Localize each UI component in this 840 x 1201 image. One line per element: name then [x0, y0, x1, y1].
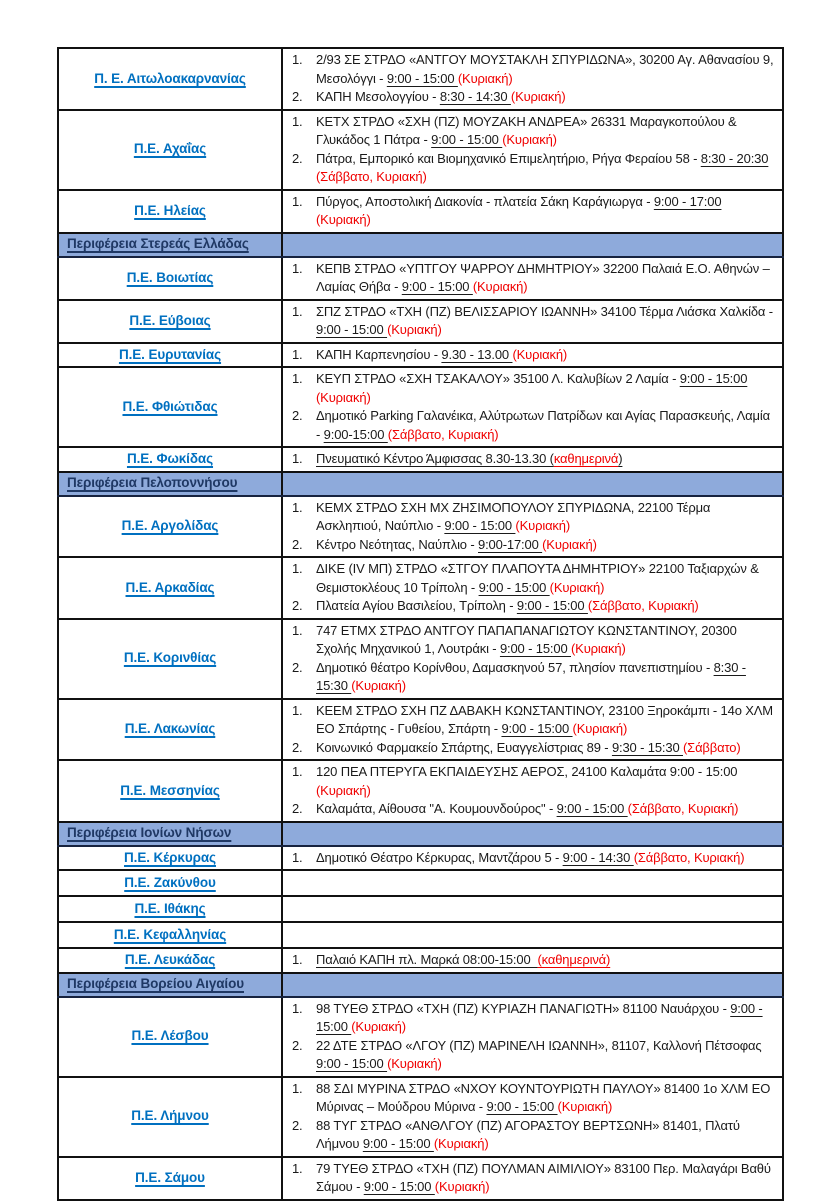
region-cell — [58, 48, 282, 110]
region-link[interactable]: Π.Ε. Κεφαλληνίας — [113, 926, 227, 942]
list-item — [283, 407, 779, 444]
list-item-number: 1. — [292, 193, 303, 209]
list-item — [283, 51, 779, 88]
region-link[interactable]: Π.Ε. Μεσσηνίας — [120, 782, 220, 798]
list-item-number: 1. — [292, 1000, 303, 1016]
hours-text: 9:00 - 15:00 — [386, 70, 458, 86]
section-header-row — [58, 973, 783, 997]
region-cell — [58, 257, 282, 300]
region-link[interactable]: Π.Ε. Ευρυτανίας — [118, 346, 222, 362]
hours-text: 9:00 - 15:00 — [362, 1136, 434, 1151]
section-header-cell — [58, 973, 282, 997]
region-cell — [58, 447, 282, 472]
list-item — [283, 1117, 779, 1154]
list-item — [283, 659, 779, 696]
region-link[interactable]: Π.Ε. Κορινθίας — [123, 650, 217, 666]
items-cell — [282, 1157, 783, 1200]
hours-text: 9:00 - 15:00 — [486, 1099, 558, 1114]
list-item-number: 1. — [292, 561, 303, 576]
region-link[interactable]: Π.Ε. Σάμου — [135, 1169, 205, 1185]
list-item — [283, 370, 779, 407]
hours-text: 9:00-15:00 — [323, 426, 388, 442]
location-text: 88 ΤΥΓ ΣΤΡΔΟ «ΑΝΘΛΓΟΥ (ΠΖ) ΑΓΟΡΑΣΤΟΥ ΒΕΡΤΣΩΝΗ» 81401, Πλατύ Λήμνου — [316, 1117, 740, 1151]
day-note-text: (καθημερινά) — [537, 952, 611, 967]
region-cell — [58, 110, 282, 190]
list-item — [283, 303, 779, 340]
day-note-text: (Κυριακή) — [387, 322, 442, 337]
day-note-text: (Σάββατο, Κυριακή) — [387, 426, 499, 442]
region-cell — [58, 300, 282, 343]
location-text: 98 ΤΥΕΘ ΣΤΡΔΟ «ΤΧΗ (ΠΖ) ΚΥΡΙΑΖΗ ΠΑΝΑΓΙΩΤΗ» 81100 Ναυάρχου - — [316, 1000, 731, 1016]
region-cell — [58, 870, 282, 896]
hours-text: ) — [618, 451, 623, 466]
day-note-text: (Κυριακή) — [512, 346, 568, 362]
location-text: 747 ΕΤΜΧ ΣΤΡΔΟ ΑΝΤΓΟΥ ΠΑΠΑΠΑΝΑΓΙΩΤΟΥ ΚΩΝΣΤΑΝΤΙΝΟΥ, 20300 Σχολής Μηχανικού 1, Λουτράκι - — [316, 622, 737, 656]
list-item — [283, 739, 779, 758]
location-text: ΚΕΜΧ ΣΤΡΔΟ ΣΧΗ ΜΧ ΖΗΣΙΜΟΠΟΥΛΟΥ ΣΠΥΡΙΔΩΝΑ, 22100 Τέρμα Ασκληπιού, Ναύπλιο - — [316, 499, 711, 533]
location-text: ΔΙΚΕ (ΙV ΜΠ) ΣΤΡΔΟ «ΣΤΓΟΥ ΠΛΑΠΟΥΤΑ ΔΗΜΗΤΡΙΟΥ» 22100 Ταξιαρχών & Θεμιστοκλέους 10 Τρίπολη - — [316, 561, 759, 595]
list-item-text — [316, 560, 779, 597]
hours-text: 9:00 - 15:00 — [478, 579, 550, 595]
items-cell-empty — [282, 870, 783, 896]
items-cell — [282, 557, 783, 619]
table-row — [58, 257, 783, 300]
location-text: Δημοτικό Parking Γαλανέικα, Αλύτρωτων Πατρίδων και Αγίας Παρασκευής, Λαμία - — [316, 408, 770, 442]
day-note-text: (Κυριακή) — [502, 132, 557, 147]
region-link[interactable]: Π.Ε. Λέσβου — [131, 1028, 209, 1044]
day-note-text: (Κυριακή) — [549, 579, 605, 595]
list-item-text — [316, 193, 779, 230]
list-item-number: 2. — [292, 739, 303, 755]
section-header-cell — [58, 233, 282, 257]
section-header-cell-right — [282, 822, 783, 846]
region-cell — [58, 496, 282, 558]
section-header-label: Περιφέρεια Ιονίων Νήσων — [67, 825, 232, 841]
day-note-text: (Κυριακή) — [433, 1136, 489, 1151]
location-text: Δημοτικό Θέατρο Κέρκυρας, Μαντζάρου 5 - — [316, 849, 563, 865]
hours-text: 8:30 - 15:30 — [316, 659, 746, 693]
items-cell-empty — [282, 896, 783, 922]
list-item-number: 1. — [292, 52, 303, 67]
day-note-text: (Κυριακή) — [434, 1179, 490, 1194]
list-item-text — [316, 951, 779, 970]
list-item — [283, 260, 779, 297]
list-item — [283, 597, 779, 616]
table-row — [58, 300, 783, 343]
list-item-text — [316, 800, 779, 819]
list-item-text — [316, 1117, 779, 1154]
location-text: Πάτρα, Εμπορικό και Βιομηχανικό Επιμελητήριο, Ρήγα Φεραίου 58 - — [316, 150, 701, 166]
region-cell — [58, 619, 282, 699]
list-item-text — [316, 536, 779, 555]
table-row — [58, 619, 783, 699]
location-text: ΚΕΕΜ ΣΤΡΔΟ ΣΧΗ ΠΖ ΔΑΒΑΚΗ ΚΩΝΣΤΑΝΤΙΝΟΥ, 23100 Ξηροκάμπι - 14ο ΧΛΜ ΕΟ Σπάρτης - Γυθείου, Σπάρτη - — [316, 702, 773, 736]
list-item-number: 2. — [292, 659, 303, 675]
hours-text: 9:00 - 15:00 — [401, 279, 473, 294]
items-cell — [282, 343, 783, 368]
list-item-number: 2. — [292, 598, 303, 613]
region-link[interactable]: Π.Ε. Αργολίδας — [121, 518, 219, 533]
hours-text: 9:00 - 15:00 — [431, 132, 503, 147]
region-cell — [58, 699, 282, 761]
list-item-number: 2. — [292, 89, 303, 104]
items-cell — [282, 367, 783, 447]
region-cell — [58, 948, 282, 973]
items-cell — [282, 948, 783, 973]
list-item — [283, 1080, 779, 1117]
list-item-number: 1. — [292, 371, 303, 386]
section-header-cell — [58, 822, 282, 846]
hours-text: 9:30 - 15:30 — [611, 739, 683, 755]
list-item-text — [316, 659, 779, 696]
section-header-cell-right — [282, 472, 783, 496]
list-item-text — [316, 622, 779, 659]
table-row — [58, 870, 783, 896]
location-text: 79 ΤΥΕΘ ΣΤΡΔΟ «ΤΧΗ (ΠΖ) ΠΟΥΛΜΑΝ ΑΙΜΙΛΙΟΥ» 83100 Περ. Μαλαγάρι Βαθύ Σάμου - — [316, 1160, 771, 1194]
region-cell — [58, 1077, 282, 1157]
day-note-text: (Κυριακή) — [542, 536, 597, 552]
region-link[interactable]: Π.Ε. Βοιωτίας — [126, 269, 214, 285]
day-note-text: (Κυριακή) — [472, 279, 528, 294]
day-note-text: (Κυριακή) — [557, 1099, 613, 1114]
location-text: ΣΠΖ ΣΤΡΔΟ «ΤΧΗ (ΠΖ) ΒΕΛΙΣΣΑΡΙΟΥ ΙΩΑΝΝΗ» 34100 Τέρμα Λιάσκα Χαλκίδα - — [316, 303, 773, 319]
items-cell — [282, 447, 783, 472]
list-item-text — [316, 1160, 779, 1197]
location-text: ΚΕΥΠ ΣΤΡΔΟ «ΣΧΗ ΤΣΑΚΑΛΟΥ» 35100 Λ. Καλυβίων 2 Λαμία - — [316, 371, 680, 386]
list-item-text — [316, 150, 779, 187]
list-item — [283, 346, 779, 365]
day-note-text: καθημερινά — [553, 451, 619, 466]
day-note-text: (Κυριακή) — [572, 721, 628, 736]
region-link[interactable]: Π. Ε. Αιτωλοακαρνανίας — [94, 70, 246, 86]
location-text: 2/93 ΣΕ ΣΤΡΔΟ «ΑΝΤΓΟΥ ΜΟΥΣΤΑΚΛΗ ΣΠΥΡΙΔΩΝΑ», 30200 Αγ. Αθανασίου 9, Μεσολόγγι - — [316, 52, 774, 86]
list-item-number: 1. — [292, 622, 303, 638]
list-item — [283, 150, 779, 187]
hours-text: 8:30 - 14:30 — [439, 89, 511, 104]
region-link[interactable]: Π.Ε. Εύβοιας — [129, 312, 211, 328]
location-text: 120 ΠΕΑ ΠΤΕΡΥΓΑ ΕΚΠΑΙΔΕΥΣΗΣ ΑΕΡΟΣ, 24100 Καλαμάτα 9:00 - 15:00 — [316, 764, 738, 779]
hours-text: 9:00 - 15:00 — [316, 322, 388, 337]
table-row — [58, 948, 783, 973]
list-item-number: 1. — [292, 303, 303, 319]
hours-text: 9:00 - 15:00 — [556, 801, 628, 816]
regional-schedule-table — [57, 47, 784, 1201]
day-note-text: (Σάββατο, Κυριακή) — [587, 598, 699, 613]
list-item-number: 2. — [292, 536, 303, 552]
region-link[interactable]: Π.Ε. Λακωνίας — [124, 721, 216, 736]
hours-text: 9:00 - 15:00 — [444, 518, 516, 533]
hours-text: 9:00 - 15:00 — [363, 1179, 435, 1194]
table-row — [58, 447, 783, 472]
items-cell — [282, 257, 783, 300]
table-row — [58, 922, 783, 948]
table-row — [58, 1077, 783, 1157]
list-item-text — [316, 1080, 779, 1117]
table-row — [58, 496, 783, 558]
items-cell — [282, 190, 783, 233]
hours-text: 9.30 - 13.00 — [441, 346, 513, 362]
day-note-text: (Κυριακή) — [515, 518, 571, 533]
day-note-text: (Κυριακή) — [351, 1019, 406, 1034]
list-item-text — [316, 499, 779, 536]
day-note-text: (Σάββατο, Κυριακή) — [316, 169, 427, 184]
hours-text: Πνευματικό Κέντρο Άμφισσας 8.30-13.30 ( — [316, 451, 554, 466]
location-text: ΚΕΤΧ ΣΤΡΔΟ «ΣΧΗ (ΠΖ) ΜΟΥΖΑΚΗ ΑΝΔΡΕΑ» 26331 Μαραγκοπούλου & Γλυκάδος 1 Πάτρα - — [316, 113, 737, 147]
day-note-text: (Κυριακή) — [351, 678, 406, 693]
day-note-text: (Κυριακή) — [510, 89, 566, 104]
region-link[interactable]: Π.Ε. Αρκαδίας — [125, 579, 215, 595]
location-text: ΚΑΠΗ Καρπενησίου - — [316, 346, 442, 362]
list-item-text — [316, 702, 779, 739]
items-cell — [282, 1077, 783, 1157]
list-item — [283, 849, 779, 868]
table-row — [58, 997, 783, 1077]
hours-text: 9:00 - 15:00 — [316, 1056, 388, 1071]
list-item — [283, 622, 779, 659]
list-item-text — [316, 303, 779, 340]
region-link[interactable]: Π.Ε. Λευκάδας — [124, 952, 216, 967]
day-note-text: (Κυριακή) — [571, 641, 626, 656]
day-note-text: (Κυριακή) — [457, 70, 513, 86]
list-item — [283, 88, 779, 107]
list-item-number: 2. — [292, 801, 303, 816]
list-item — [283, 450, 779, 469]
hours-text: 9:00 - 17:00 — [653, 193, 722, 209]
region-link[interactable]: Π.Ε. Ζακύνθου — [124, 874, 216, 890]
list-item — [283, 951, 779, 970]
region-link[interactable]: Π.Ε. Φωκίδας — [126, 451, 214, 466]
list-item-number: 1. — [292, 499, 303, 515]
region-cell — [58, 190, 282, 233]
hours-text: 9:00 - 15:00 — [516, 598, 588, 613]
region-cell — [58, 922, 282, 948]
region-cell — [58, 557, 282, 619]
hours-text: 9:00 - 14:30 — [562, 849, 634, 865]
location-text: ΚΑΠΗ Μεσολογγίου - — [316, 89, 440, 104]
list-item-text — [316, 597, 779, 616]
hours-text: 9:00 - 15:00 — [679, 371, 748, 386]
day-note-text: (Κυριακή) — [316, 782, 371, 798]
items-cell — [282, 48, 783, 110]
list-item-text — [316, 739, 779, 758]
region-cell — [58, 1157, 282, 1200]
list-item — [283, 1160, 779, 1197]
hours-text: Παλαιό ΚΑΠΗ πλ. Μαρκά 08:00-15:00 — [316, 952, 538, 967]
list-item-text — [316, 763, 779, 800]
items-cell — [282, 110, 783, 190]
region-link[interactable]: Π.Ε. Λήμνου — [131, 1108, 209, 1124]
list-item-number: 1. — [292, 1080, 303, 1096]
day-note-text: (Κυριακή) — [387, 1056, 442, 1071]
list-item — [283, 800, 779, 819]
list-item-text — [316, 88, 779, 107]
items-cell-empty — [282, 922, 783, 948]
region-cell — [58, 896, 282, 922]
list-item-text — [316, 1037, 779, 1074]
region-cell — [58, 997, 282, 1077]
section-header-row — [58, 472, 783, 496]
section-header-label: Περιφέρεια Στερεάς Ελλάδας — [67, 236, 249, 252]
region-link[interactable]: Π.Ε. Ιθάκης — [134, 900, 206, 916]
table-row — [58, 896, 783, 922]
items-cell — [282, 496, 783, 558]
list-item-text — [316, 51, 779, 88]
region-cell — [58, 760, 282, 822]
list-item — [283, 499, 779, 536]
list-item-text — [316, 260, 779, 297]
list-item-number: 1. — [292, 346, 303, 362]
location-text: 88 ΣΔΙ ΜΥΡΙΝΑ ΣΤΡΔΟ «ΝΧΟΥ ΚΟΥΝΤΟΥΡΙΩΤΗ ΠΑΥΛΟΥ» 81400 1ο ΧΛΜ ΕΟ Μύρινας – Μούδρου Μύρινα - — [316, 1080, 771, 1114]
list-item-text — [316, 370, 779, 407]
location-text: Κοινωνικό Φαρμακείο Σπάρτης, Ευαγγελίστριας 89 - — [316, 739, 612, 755]
table-row — [58, 48, 783, 110]
day-note-text: (Κυριακή) — [316, 212, 371, 227]
list-item-number: 2. — [292, 150, 303, 166]
list-item-number: 2. — [292, 408, 303, 423]
location-text: Δημοτικό θέατρο Κορίνθου, Δαμασκηνού 57, πλησίον πανεπιστημίου - — [316, 659, 714, 675]
section-header-cell — [58, 472, 282, 496]
section-header-cell-right — [282, 233, 783, 257]
region-link[interactable]: Π.Ε. Κέρκυρας — [124, 849, 216, 865]
table-body — [58, 48, 783, 1200]
list-item — [283, 702, 779, 739]
list-item-text — [316, 450, 779, 469]
location-text: Πύργος, Αποστολική Διακονία - πλατεία Σάκη Καράγιωργα - — [316, 193, 654, 209]
hours-text: 9:00 - 15:00 — [316, 1000, 763, 1034]
items-cell — [282, 699, 783, 761]
region-cell — [58, 343, 282, 368]
list-item-text — [316, 849, 779, 868]
location-text: ΚΕΠΒ ΣΤΡΔΟ «ΥΠΤΓΟΥ ΨΑΡΡΟΥ ΔΗΜΗΤΡΙΟΥ» 32200 Παλαιά Ε.Ο. Αθηνών – Λαμίας Θήβα - — [316, 260, 770, 294]
region-link[interactable]: Π.Ε. Φθιώτιδας — [122, 398, 218, 414]
day-note-text: (Κυριακή) — [316, 389, 371, 405]
list-item-number: 1. — [292, 1160, 303, 1176]
list-item — [283, 536, 779, 555]
list-item-number: 1. — [292, 849, 303, 865]
table-row — [58, 190, 783, 233]
hours-text: 9:00 - 15:00 — [501, 721, 573, 736]
items-cell — [282, 300, 783, 343]
list-item-number: 1. — [292, 952, 303, 967]
table-row — [58, 760, 783, 822]
list-item-number: 1. — [292, 260, 303, 276]
table-row — [58, 557, 783, 619]
day-note-text: (Σάββατο) — [683, 739, 741, 755]
list-item — [283, 763, 779, 800]
section-header-row — [58, 233, 783, 257]
list-item — [283, 1037, 779, 1074]
table-row — [58, 110, 783, 190]
section-header-row — [58, 822, 783, 846]
section-header-label: Περιφέρεια Βορείου Αιγαίου — [67, 976, 244, 992]
hours-text: 9:00-17:00 — [478, 536, 543, 552]
section-header-cell-right — [282, 973, 783, 997]
region-cell — [58, 846, 282, 871]
list-item-number: 1. — [292, 764, 303, 779]
hours-text: 9:00 - 15:00 — [499, 641, 571, 656]
list-item-number: 1. — [292, 702, 303, 718]
items-cell — [282, 846, 783, 871]
region-cell — [58, 367, 282, 447]
list-item-number: 2. — [292, 1117, 303, 1133]
items-cell — [282, 997, 783, 1077]
region-link[interactable]: Π.Ε. Ηλείας — [134, 202, 206, 218]
location-text: Κέντρο Νεότητας, Ναύπλιο - — [316, 536, 478, 552]
table-row — [58, 367, 783, 447]
table-row — [58, 1157, 783, 1200]
list-item — [283, 560, 779, 597]
table-row — [58, 699, 783, 761]
list-item-number: 1. — [292, 113, 303, 129]
location-text: Πλατεία Αγίου Βασιλείου, Τρίπολη - — [316, 598, 517, 613]
list-item-number: 2. — [292, 1037, 303, 1053]
list-item — [283, 193, 779, 230]
items-cell — [282, 619, 783, 699]
day-note-text: (Σάββατο, Κυριακή) — [627, 801, 739, 816]
list-item-text — [316, 1000, 779, 1037]
hours-text: 8:30 - 20:30 — [700, 150, 769, 166]
list-item — [283, 113, 779, 150]
region-link[interactable]: Π.Ε. Αχαΐας — [133, 141, 207, 157]
list-item — [283, 1000, 779, 1037]
list-item-text — [316, 113, 779, 150]
location-text: 22 ΔΤΕ ΣΤΡΔΟ «ΛΓΟΥ (ΠΖ) ΜΑΡΙΝΕΛΗ ΙΩΑΝΝΗ», 81107, Καλλονή Πέτσοφας — [316, 1037, 762, 1053]
table-row — [58, 343, 783, 368]
list-item-text — [316, 346, 779, 365]
table-row — [58, 846, 783, 871]
list-item-number: 1. — [292, 451, 303, 466]
location-text: Καλαμάτα, Αίθουσα "Α. Κουμουνδούρος" - — [316, 801, 557, 816]
day-note-text: (Σάββατο, Κυριακή) — [633, 849, 745, 865]
list-item-text — [316, 407, 779, 444]
items-cell — [282, 760, 783, 822]
section-header-label: Περιφέρεια Πελοποννήσου — [67, 475, 238, 491]
